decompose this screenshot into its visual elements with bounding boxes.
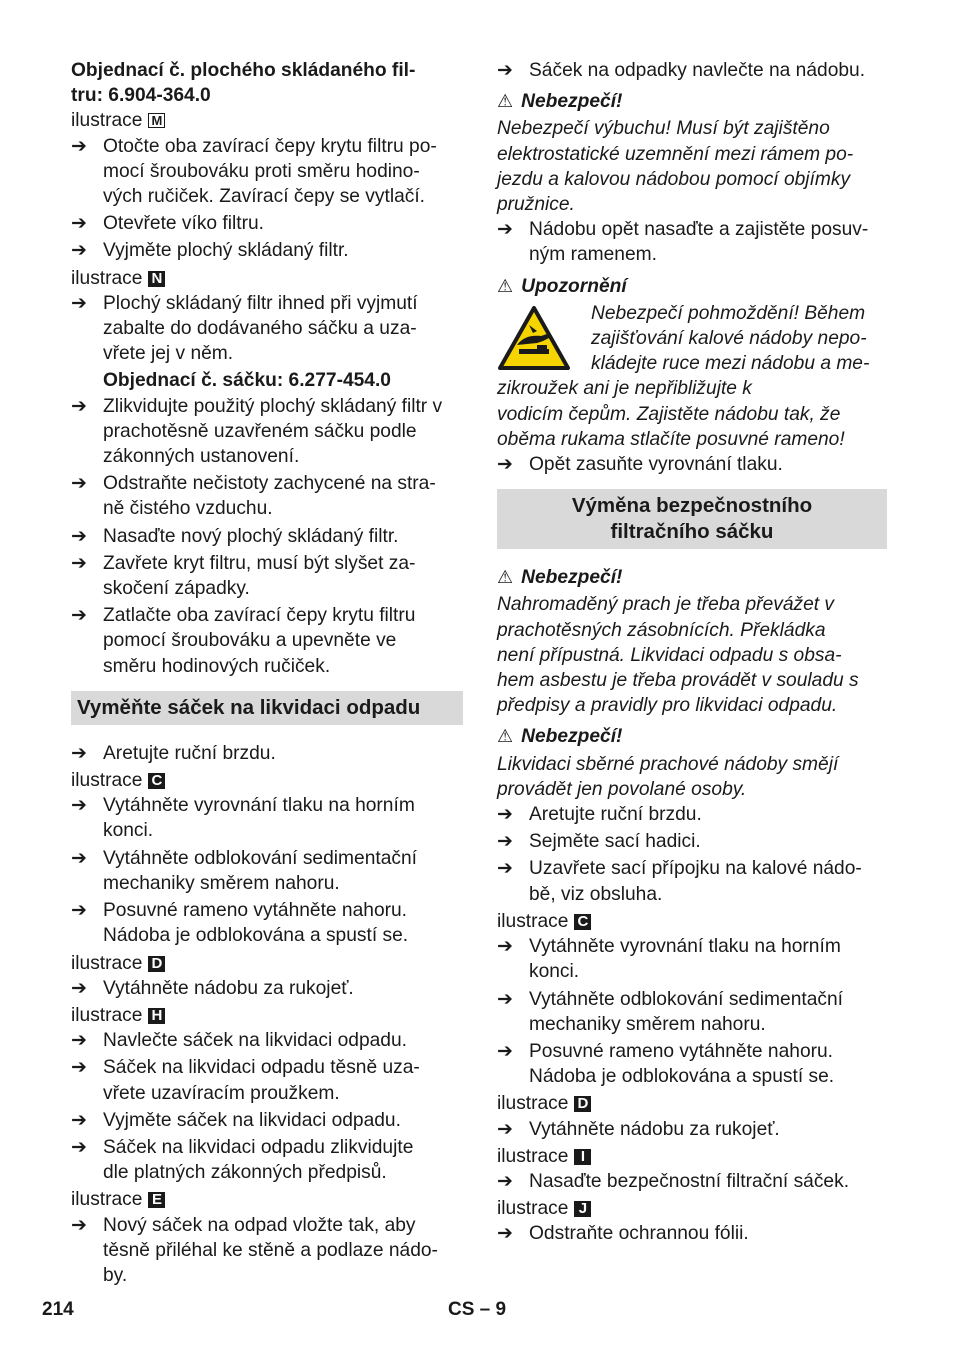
left-column bbox=[71, 58, 463, 1290]
illustration-badge-D: D bbox=[148, 956, 165, 972]
instruction-item bbox=[497, 217, 887, 267]
section-heading-replace-safety-filter-bag: Výměna bezpečnostního filtračního sáčku bbox=[497, 489, 887, 549]
arrow-right-icon: ➔ bbox=[71, 135, 87, 157]
warning-triangle-icon: ⚠ bbox=[497, 726, 514, 747]
instruction-line: Sáček na odpadky navlečte na nádobu. bbox=[529, 60, 866, 81]
instruction-line: Vytáhněte vyrovnání tlaku na horním bbox=[529, 936, 841, 958]
instruction-line: Aretujte ruční brzdu. bbox=[103, 742, 276, 764]
instruction-item bbox=[71, 846, 463, 896]
text-line: Nebezpečí pohmoždění! Během bbox=[591, 302, 866, 324]
arrow-right-icon: ➔ bbox=[497, 454, 513, 476]
instruction-line: Odstraňte ochrannou fólii. bbox=[529, 1223, 749, 1245]
warning-triangle-icon: ⚠ bbox=[497, 91, 514, 112]
instruction-line: Vytáhněte vyrovnání tlaku na horním bbox=[103, 795, 415, 817]
arrow-right-icon: ➔ bbox=[497, 988, 513, 1010]
instruction-line: konci. bbox=[103, 820, 154, 842]
illustration-badge-N: N bbox=[148, 271, 165, 287]
instruction-line: mocí šroubováku proti směru hodino- bbox=[103, 160, 420, 182]
instruction-item bbox=[497, 856, 887, 906]
arrow-right-icon: ➔ bbox=[71, 525, 87, 547]
text-line: hem asbestu je třeba provádět v souladu s bbox=[497, 670, 859, 692]
instruction-line: Vytáhněte odblokování sedimentační bbox=[529, 988, 843, 1010]
arrow-right-icon: ➔ bbox=[71, 1214, 87, 1236]
order-number-bag: Objednací č. sáčku: 6.277-454.0 bbox=[103, 370, 391, 392]
instruction-line: by. bbox=[103, 1264, 128, 1286]
instruction-line: Posuvné rameno vytáhněte nahoru. bbox=[103, 900, 408, 922]
instruction-line: Vyjměte sáček na likvidaci odpadu. bbox=[103, 1109, 401, 1131]
page-label: CS – 9 bbox=[448, 1299, 507, 1320]
text-line: není přípustná. Likvidaci odpadu s obsa- bbox=[497, 644, 842, 666]
instruction-line: Zatlačte oba zavírací čepy krytu filtru bbox=[103, 605, 416, 627]
instruction-line: konci. bbox=[529, 961, 580, 983]
instruction-line: Zavřete kryt filtru, musí být slyšet za- bbox=[103, 552, 416, 574]
text-line: Likvidaci sběrné prachové nádoby smějí bbox=[497, 753, 839, 775]
instruction-item bbox=[71, 603, 463, 679]
illustration-ref-I: ilustrace I bbox=[497, 1144, 887, 1169]
illustration-badge-M: M bbox=[148, 113, 165, 128]
instruction-item bbox=[497, 452, 887, 477]
instruction-line: dle platných zákonných předpisů. bbox=[103, 1162, 387, 1184]
section-heading-replace-waste-bag: Vyměňte sáček na likvidaci odpadu bbox=[71, 691, 463, 725]
text-line: jezdu a kalovou nádobou pomocí objímky bbox=[497, 168, 851, 190]
instruction-item bbox=[71, 551, 463, 601]
illustration-badge-H: H bbox=[148, 1008, 165, 1024]
illustration-badge-C: C bbox=[574, 914, 591, 930]
instruction-line: Sejměte sací hadici. bbox=[529, 831, 701, 853]
instruction-line: Opět zasuňte vyrovnání tlaku. bbox=[529, 454, 783, 476]
order-number-flat-filter-cont: tru: 6.904-364.0 bbox=[71, 85, 211, 107]
arrow-right-icon: ➔ bbox=[71, 900, 87, 922]
arrow-right-icon: ➔ bbox=[71, 213, 87, 235]
instruction-line: zabalte do dodávaného sáčku a uza- bbox=[103, 318, 417, 340]
danger-heading: ⚠ Nebezpečí! bbox=[497, 726, 623, 748]
instruction-line: vřete uzavíracím proužkem. bbox=[103, 1082, 340, 1104]
text-line: elektrostatické uzemnění mezi rámem po- bbox=[497, 143, 854, 165]
danger-text-dust bbox=[497, 592, 887, 718]
instruction-item bbox=[71, 291, 463, 367]
arrow-right-icon: ➔ bbox=[497, 60, 513, 81]
arrow-right-icon: ➔ bbox=[71, 473, 87, 495]
arrow-right-icon: ➔ bbox=[71, 1030, 87, 1052]
text-line: provádět jen povolané osoby. bbox=[497, 778, 747, 800]
arrow-right-icon: ➔ bbox=[497, 1118, 513, 1140]
instruction-line: Vytáhněte nádobu za rukojeť. bbox=[529, 1118, 780, 1140]
instruction-line: Zlikvidujte použitý plochý skládaný filtr v bbox=[103, 395, 443, 417]
illustration-ref-D: ilustrace D bbox=[71, 951, 463, 976]
instruction-item bbox=[71, 976, 463, 1001]
illustration-ref-N: ilustrace N bbox=[71, 266, 463, 291]
illustration-ref-J: ilustrace J bbox=[497, 1196, 887, 1221]
instruction-line: Odstraňte nečistoty zachycené na stra- bbox=[103, 473, 436, 495]
instruction-item bbox=[71, 1055, 463, 1105]
instruction-line: prachotěsně uzavřeném sáčku podle bbox=[103, 420, 417, 442]
instruction-line: bě, viz obsluha. bbox=[529, 883, 663, 905]
instruction-item bbox=[71, 1135, 463, 1185]
instruction-line: Vytáhněte nádobu za rukojeť. bbox=[103, 977, 354, 999]
warning-triangle-icon: ⚠ bbox=[497, 567, 514, 588]
arrow-right-icon: ➔ bbox=[497, 858, 513, 880]
instruction-item bbox=[497, 1169, 887, 1194]
instruction-item bbox=[71, 471, 463, 521]
arrow-right-icon: ➔ bbox=[497, 804, 513, 826]
instruction-item bbox=[497, 987, 887, 1037]
instruction-item bbox=[71, 1108, 463, 1133]
arrow-right-icon: ➔ bbox=[497, 1040, 513, 1062]
instruction-line: Navlečte sáček na likvidaci odpadu. bbox=[103, 1030, 407, 1052]
instruction-item bbox=[497, 802, 887, 827]
instruction-line: zákonných ustanovení. bbox=[103, 446, 300, 468]
instruction-line: Nádobu opět nasaďte a zajistěte posuv- bbox=[529, 219, 869, 241]
instruction-line: Nasaďte nový plochý skládaný filtr. bbox=[103, 525, 399, 547]
instruction-line: Nasaďte bezpečnostní filtrační sáček. bbox=[529, 1170, 850, 1192]
instruction-item bbox=[71, 238, 463, 263]
arrow-right-icon: ➔ bbox=[71, 292, 87, 314]
arrow-right-icon: ➔ bbox=[71, 1057, 87, 1079]
instruction-line: Sáček na likvidaci odpadu těsně uza- bbox=[103, 1057, 420, 1079]
text-line: pružnice. bbox=[497, 194, 575, 216]
instruction-item bbox=[71, 394, 463, 470]
arrow-right-icon: ➔ bbox=[497, 219, 513, 241]
instruction-line: Plochý skládaný filtr ihned při vyjmutí bbox=[103, 292, 418, 314]
illustration-badge-E: E bbox=[148, 1192, 165, 1208]
danger-heading: ⚠ Nebezpečí! bbox=[497, 567, 623, 589]
text-line: prachotěsných zásobnících. Překládka bbox=[497, 619, 826, 641]
illustration-ref-D: ilustrace D bbox=[497, 1091, 887, 1116]
illustration-ref-C: ilustrace C bbox=[497, 909, 887, 934]
instruction-line: vých ručiček. Zavírací čepy se vytlačí. bbox=[103, 186, 426, 208]
illustration-ref-M: ilustrace M bbox=[71, 108, 463, 133]
instruction-item bbox=[497, 1117, 887, 1142]
text-line: Nebezpečí výbuchu! Musí být zajištěno bbox=[497, 118, 830, 140]
instruction-line: Aretujte ruční brzdu. bbox=[529, 804, 702, 826]
text-line: vodicím čepům. Zajistěte nádobu tak, že bbox=[497, 403, 841, 425]
instruction-line: ně čistého vzduchu. bbox=[103, 498, 273, 520]
caution-block bbox=[497, 301, 887, 452]
instruction-line: Nádoba je odblokována a spustí se. bbox=[529, 1066, 835, 1088]
instruction-item bbox=[71, 741, 463, 766]
arrow-right-icon: ➔ bbox=[497, 831, 513, 853]
instruction-line: Otevřete víko filtru. bbox=[103, 213, 265, 235]
instruction-item bbox=[71, 211, 463, 236]
arrow-right-icon: ➔ bbox=[71, 742, 87, 764]
caution-heading: ⚠ Upozornění bbox=[497, 275, 627, 297]
illustration-badge-C: C bbox=[148, 773, 165, 789]
illustration-ref-C: ilustrace C bbox=[71, 768, 463, 793]
illustration-badge-D: D bbox=[574, 1096, 591, 1112]
hand-crush-warning-icon bbox=[497, 305, 571, 371]
arrow-right-icon: ➔ bbox=[71, 605, 87, 627]
instruction-line: mechaniky směrem nahoru. bbox=[529, 1013, 766, 1035]
instruction-line: Vytáhněte odblokování sedimentační bbox=[103, 847, 417, 869]
arrow-right-icon: ➔ bbox=[497, 1223, 513, 1245]
text-line: předpisy a pravidly pro likvidaci odpadu. bbox=[497, 695, 838, 717]
arrow-right-icon: ➔ bbox=[497, 1170, 513, 1192]
text-line: zajišťování kalové nádoby nepo- bbox=[591, 328, 867, 350]
page-number: 214 bbox=[42, 1299, 74, 1320]
danger-heading: ⚠ Nebezpečí! bbox=[497, 91, 623, 113]
arrow-right-icon: ➔ bbox=[71, 240, 87, 262]
instruction-item bbox=[71, 793, 463, 843]
instruction-item bbox=[71, 134, 463, 210]
arrow-right-icon: ➔ bbox=[71, 395, 87, 417]
instruction-item bbox=[497, 829, 887, 854]
instruction-line: Posuvné rameno vytáhněte nahoru. bbox=[529, 1040, 834, 1062]
instruction-line: Sáček na likvidaci odpadu zlikvidujte bbox=[103, 1136, 414, 1158]
instruction-line: Nový sáček na odpad vložte tak, aby bbox=[103, 1214, 416, 1236]
caution-text-full bbox=[497, 402, 887, 452]
instruction-item bbox=[497, 1221, 887, 1246]
arrow-right-icon: ➔ bbox=[71, 977, 87, 999]
danger-text-explosion bbox=[497, 116, 887, 217]
arrow-right-icon: ➔ bbox=[71, 795, 87, 817]
instruction-line: Uzavřete sací přípojku na kalové nádo- bbox=[529, 858, 862, 880]
instruction-item bbox=[497, 1039, 887, 1089]
illustration-badge-J: J bbox=[574, 1201, 591, 1217]
text-line: oběma rukama stlačíte posuvné rameno! bbox=[497, 428, 845, 450]
text-line: zikroužek ani je nepřibližujte k bbox=[497, 378, 752, 400]
instruction-line: mechaniky směrem nahoru. bbox=[103, 872, 340, 894]
instruction-line: Otočte oba zavírací čepy krytu filtru po- bbox=[103, 135, 437, 157]
instruction-item bbox=[71, 898, 463, 948]
text-line: Nahromaděný prach je třeba převážet v bbox=[497, 594, 835, 616]
arrow-right-icon: ➔ bbox=[71, 552, 87, 574]
instruction-line: pomocí šroubováku a upevněte ve bbox=[103, 630, 397, 652]
instruction-item bbox=[71, 524, 463, 549]
illustration-ref-H: ilustrace H bbox=[71, 1003, 463, 1028]
instruction-item bbox=[71, 1213, 463, 1289]
danger-text-authorized bbox=[497, 752, 887, 802]
right-column bbox=[497, 58, 887, 1249]
instruction-item bbox=[497, 934, 887, 984]
instruction-line: směru hodinových ručiček. bbox=[103, 655, 331, 677]
text-line: kládejte ruce mezi nádobu a me- bbox=[591, 353, 870, 375]
instruction-line: skočení západky. bbox=[103, 578, 250, 600]
instruction-item bbox=[71, 1028, 463, 1053]
instruction-line: ným ramenem. bbox=[529, 244, 657, 266]
illustration-badge-I: I bbox=[574, 1149, 591, 1165]
warning-triangle-icon: ⚠ bbox=[497, 275, 514, 296]
arrow-right-icon: ➔ bbox=[71, 1109, 87, 1131]
instruction-line: vřete jej v něm. bbox=[103, 343, 234, 365]
illustration-ref-E: ilustrace E bbox=[71, 1187, 463, 1212]
instruction-line: Vyjměte plochý skládaný filtr. bbox=[103, 240, 349, 262]
order-number-flat-filter: Objednací č. plochého skládaného fil- bbox=[71, 60, 416, 81]
arrow-right-icon: ➔ bbox=[497, 936, 513, 958]
instruction-item bbox=[497, 58, 887, 83]
arrow-right-icon: ➔ bbox=[71, 1136, 87, 1158]
instruction-line: těsně přiléhal ke stěně a podlaze nádo- bbox=[103, 1239, 438, 1261]
arrow-right-icon: ➔ bbox=[71, 847, 87, 869]
instruction-line: Nádoba je odblokována a spustí se. bbox=[103, 925, 409, 947]
